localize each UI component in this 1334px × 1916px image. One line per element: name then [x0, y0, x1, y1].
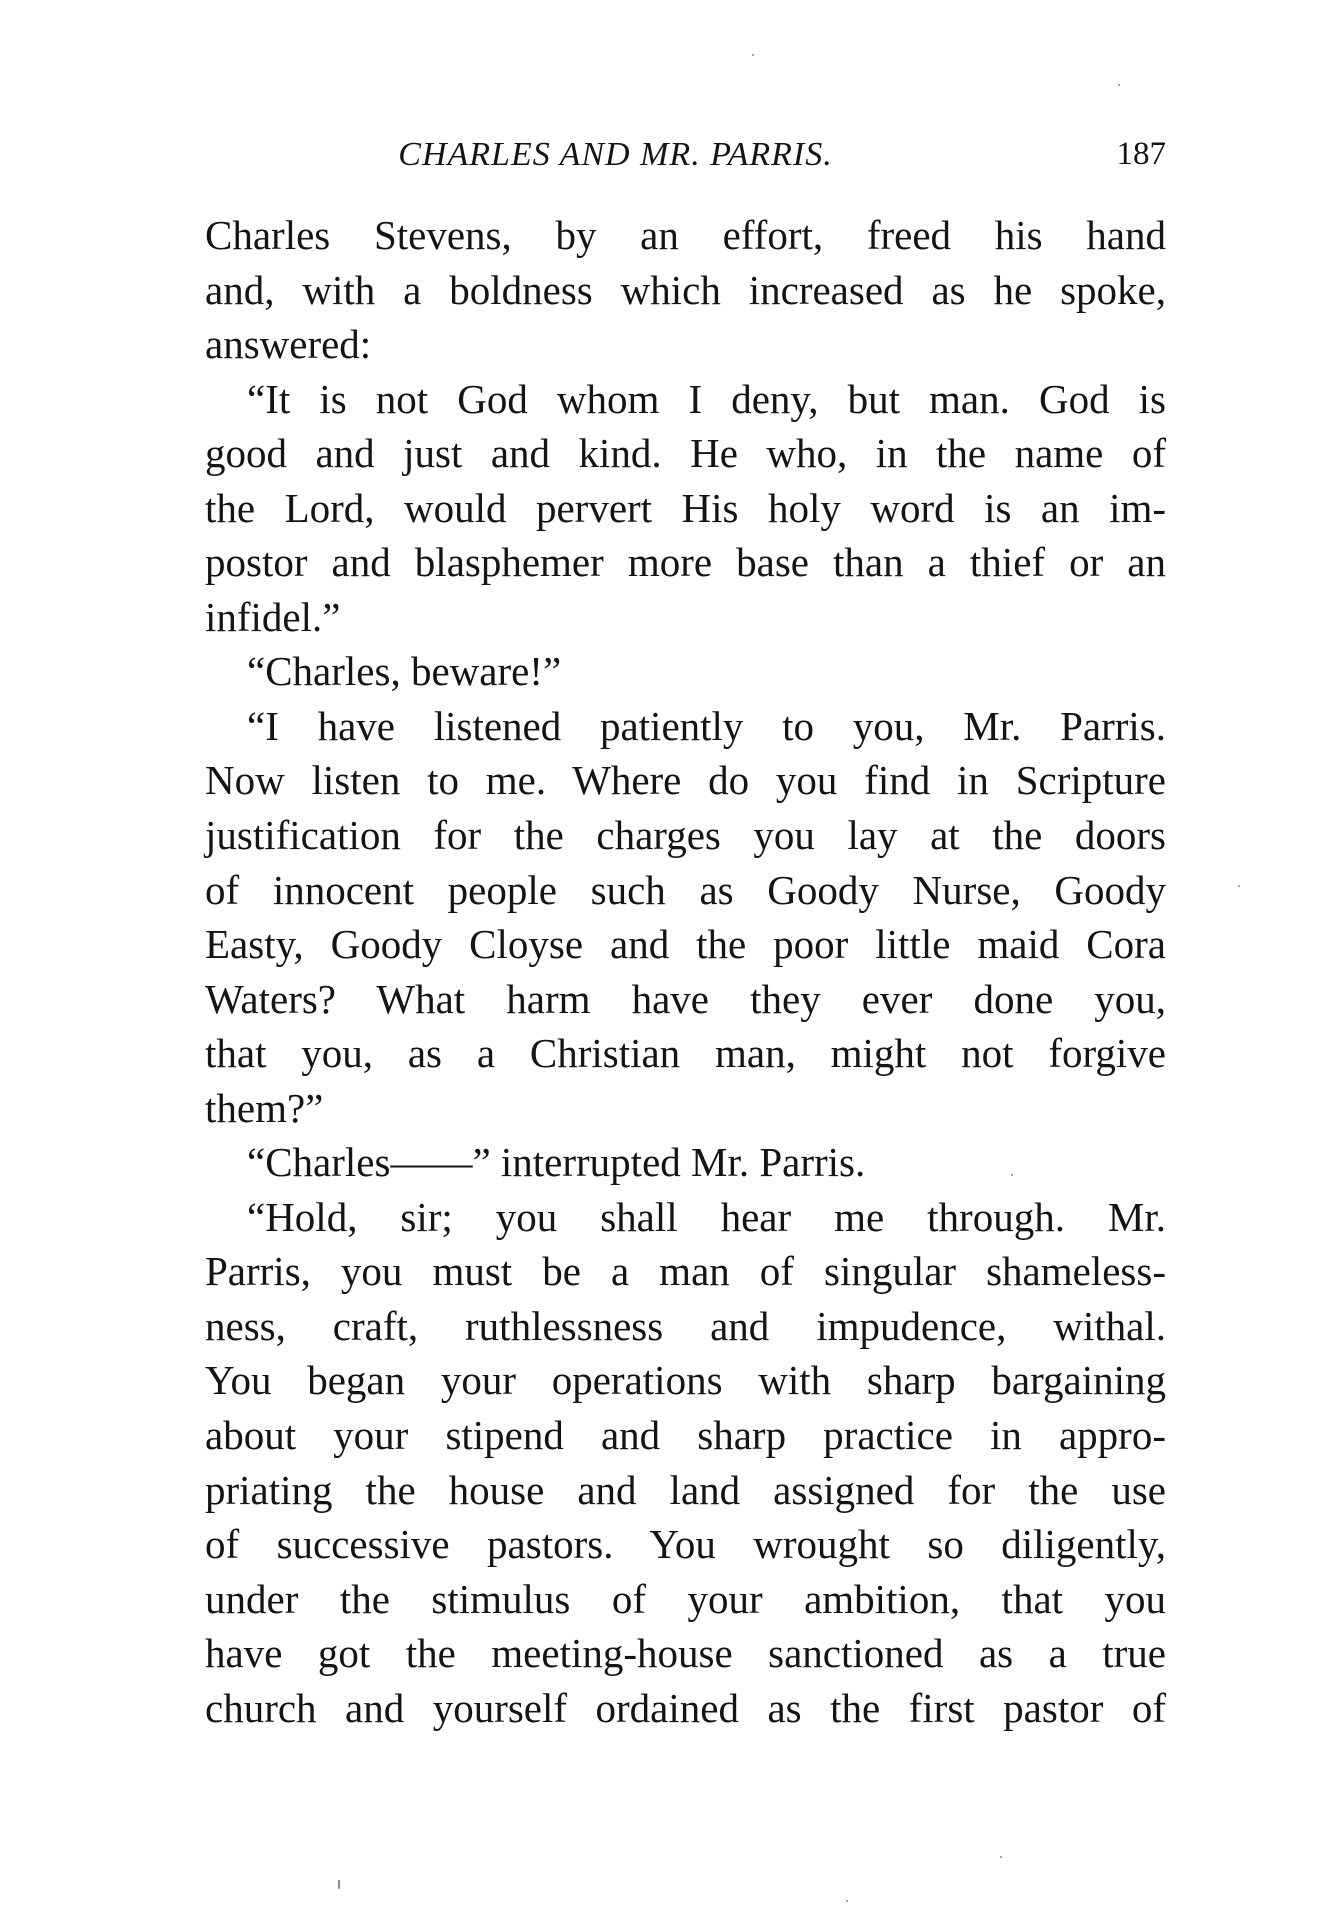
text-line: Parris, you must be a man of singular shameless- [205, 1248, 1166, 1295]
paper-speck [338, 1880, 340, 1889]
text-line: justification for the charges you lay at the doors [205, 812, 1166, 859]
text-line: them?” [205, 1084, 324, 1131]
text-line: Waters? What harm have they ever done you, [205, 975, 1166, 1022]
text-line: “Hold, sir; you shall hear me through. Mr. [247, 1193, 1166, 1240]
text-line: of successive pastors. You wrought so diligently, [205, 1521, 1166, 1568]
text-line: postor and blasphemer more base than a thief or an [205, 539, 1166, 586]
text-line: that you, as a Christian man, might not forgive [205, 1030, 1166, 1077]
text-line: good and just and kind. He who, in the name of [205, 430, 1166, 477]
page-number: 187 [1116, 136, 1166, 172]
text-line: You began your operations with sharp bargaining [205, 1357, 1166, 1404]
running-title: CHARLES AND MR. PARRIS. [398, 136, 833, 173]
text-line: priating the house and land assigned for the use [205, 1466, 1166, 1513]
paper-speck [1011, 1174, 1013, 1176]
text-line: of innocent people such as Goody Nurse, Goody [205, 866, 1166, 913]
text-line: Easty, Goody Cloyse and the poor little maid Cora [205, 921, 1166, 968]
text-line: church and yourself ordained as the first pastor of [205, 1684, 1166, 1731]
text-line: the Lord, would pervert His holy word is an im- [205, 484, 1166, 531]
paper-speck [752, 54, 754, 56]
text-line: Now listen to me. Where do you find in Scripture [205, 757, 1166, 804]
text-line: “Charles——” interrupted Mr. Parris. [247, 1139, 866, 1186]
paper-speck [846, 1900, 848, 1902]
text-line: answered: [205, 321, 372, 368]
text-line: “Charles, beware!” [247, 648, 562, 695]
text-line: infidel.” [205, 593, 341, 640]
text-line: Charles Stevens, by an effort, freed his hand [205, 212, 1166, 258]
running-head [205, 136, 1166, 180]
body-text [205, 208, 1166, 1735]
text-line: and, with a boldness which increased as he spoke, [205, 266, 1166, 313]
text-line: “It is not God whom I deny, but man. God is [247, 375, 1166, 422]
text-line: under the stimulus of your ambition, that you [205, 1575, 1166, 1622]
text-line: ness, craft, ruthlessness and impudence, withal. [205, 1302, 1166, 1349]
text-line: “I have listened patiently to you, Mr. Parris. [247, 702, 1166, 749]
paper-speck [1000, 1856, 1002, 1858]
paper-speck [1238, 885, 1240, 887]
text-line: have got the meeting-house sanctioned as a true [205, 1630, 1166, 1677]
paper-speck [1118, 84, 1120, 86]
text-line: about your stipend and sharp practice in appro- [205, 1412, 1166, 1459]
